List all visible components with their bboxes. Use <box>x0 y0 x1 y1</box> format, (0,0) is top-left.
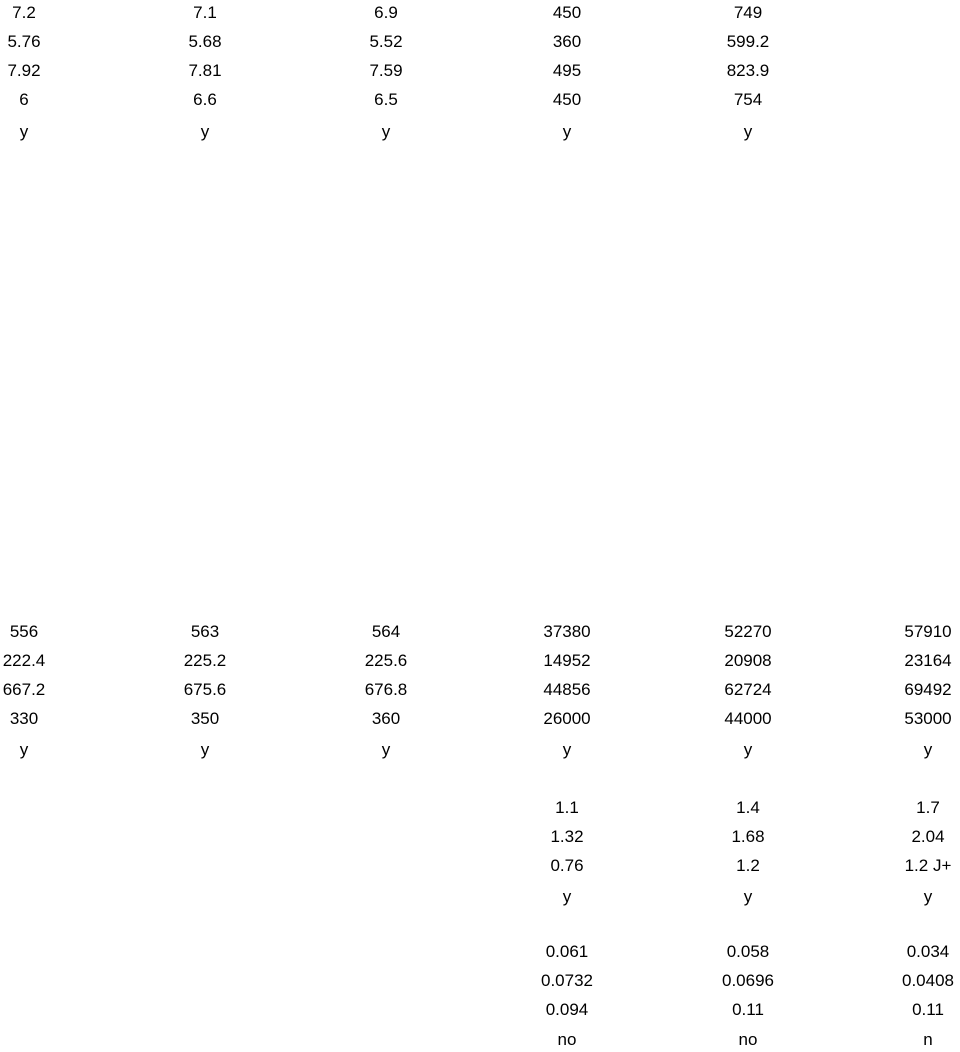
table-cell: y <box>381 740 391 759</box>
table-cell: y <box>562 887 572 906</box>
table-cell: y <box>743 740 753 759</box>
table-cell: y <box>923 740 933 759</box>
table-cell: 1.1 <box>555 798 579 817</box>
table-cell: 0.11 <box>732 1000 764 1019</box>
table-cell: 0.061 <box>545 942 589 961</box>
table-cell: 23164 <box>904 651 952 670</box>
table-cell: 5.76 <box>7 32 41 51</box>
table-cell: 44000 <box>724 709 772 728</box>
table-cell: y <box>923 887 933 906</box>
table-cell: y <box>743 887 753 906</box>
table-cell: 6 <box>19 90 29 109</box>
table-cell: 0.0696 <box>722 971 774 990</box>
table-cell: y <box>743 122 753 141</box>
table-cell: 1.32 <box>550 827 584 846</box>
table-cell: 44856 <box>543 680 591 699</box>
table-cell: 0.76 <box>550 856 584 875</box>
table-cell: 225.2 <box>183 651 227 670</box>
table-cell: 20908 <box>724 651 772 670</box>
table-cell: 6.9 <box>374 3 398 22</box>
table-cell: 7.1 <box>193 3 217 22</box>
table-cell: 14952 <box>543 651 591 670</box>
table-cell: 69492 <box>904 680 952 699</box>
table-cell: 1.7 <box>916 798 940 817</box>
table-cell: 1.68 <box>731 827 765 846</box>
table-cell: 754 <box>733 90 763 109</box>
table-cell: 667.2 <box>2 680 46 699</box>
table-cell: 1.2 <box>736 856 760 875</box>
table-cell: 350 <box>190 709 220 728</box>
table-cell: 2.04 <box>911 827 945 846</box>
table-cell: no <box>557 1030 577 1049</box>
table-cell: y <box>19 122 29 141</box>
table-cell: 7.81 <box>188 61 222 80</box>
table-cell: y <box>562 740 572 759</box>
table-cell: y <box>562 122 572 141</box>
table-cell: 7.92 <box>7 61 41 80</box>
table-cell: 225.6 <box>364 651 408 670</box>
table-cell: 5.68 <box>188 32 222 51</box>
table-cell: 749 <box>733 3 763 22</box>
table-cell: 7.59 <box>369 61 403 80</box>
table-cell: 0.034 <box>906 942 950 961</box>
table-cell: y <box>19 740 29 759</box>
table-cell: 62724 <box>724 680 772 699</box>
table-cell: 0.0732 <box>541 971 593 990</box>
table-cell: 450 <box>552 3 582 22</box>
table-cell: 599.2 <box>726 32 770 51</box>
table-cell: 26000 <box>543 709 591 728</box>
table-cell: n <box>923 1030 933 1049</box>
table-cell: 450 <box>552 90 582 109</box>
table-cell: 556 <box>9 622 39 641</box>
table-cell: 57910 <box>904 622 952 641</box>
table-cell: y <box>200 122 210 141</box>
table-cell: 675.6 <box>183 680 227 699</box>
table-cell: 222.4 <box>2 651 46 670</box>
table-cell: no <box>738 1030 758 1049</box>
table-cell: 823.9 <box>726 61 770 80</box>
table-cell: 360 <box>371 709 401 728</box>
table-cell: 52270 <box>724 622 772 641</box>
table-cell: 6.6 <box>193 90 217 109</box>
table-cell: 564 <box>371 622 401 641</box>
table-cell: 0.11 <box>912 1000 944 1019</box>
table-cell: 37380 <box>543 622 591 641</box>
table-cell: 0.094 <box>545 1000 589 1019</box>
table-cell: 0.0408 <box>902 971 954 990</box>
table-cell: 1.4 <box>736 798 760 817</box>
table-cell: 495 <box>552 61 582 80</box>
table-cell: 1.2 J+ <box>904 856 952 875</box>
table-cell: 0.058 <box>726 942 770 961</box>
table-cell: 676.8 <box>364 680 408 699</box>
table-cell: 5.52 <box>369 32 403 51</box>
table-cell: 7.2 <box>12 3 36 22</box>
table-cell: 563 <box>190 622 220 641</box>
table-cell: y <box>200 740 210 759</box>
table-cell: 330 <box>9 709 39 728</box>
table-cell: y <box>381 122 391 141</box>
table-cell: 6.5 <box>374 90 398 109</box>
table-cell: 53000 <box>904 709 952 728</box>
table-cell: 360 <box>552 32 582 51</box>
